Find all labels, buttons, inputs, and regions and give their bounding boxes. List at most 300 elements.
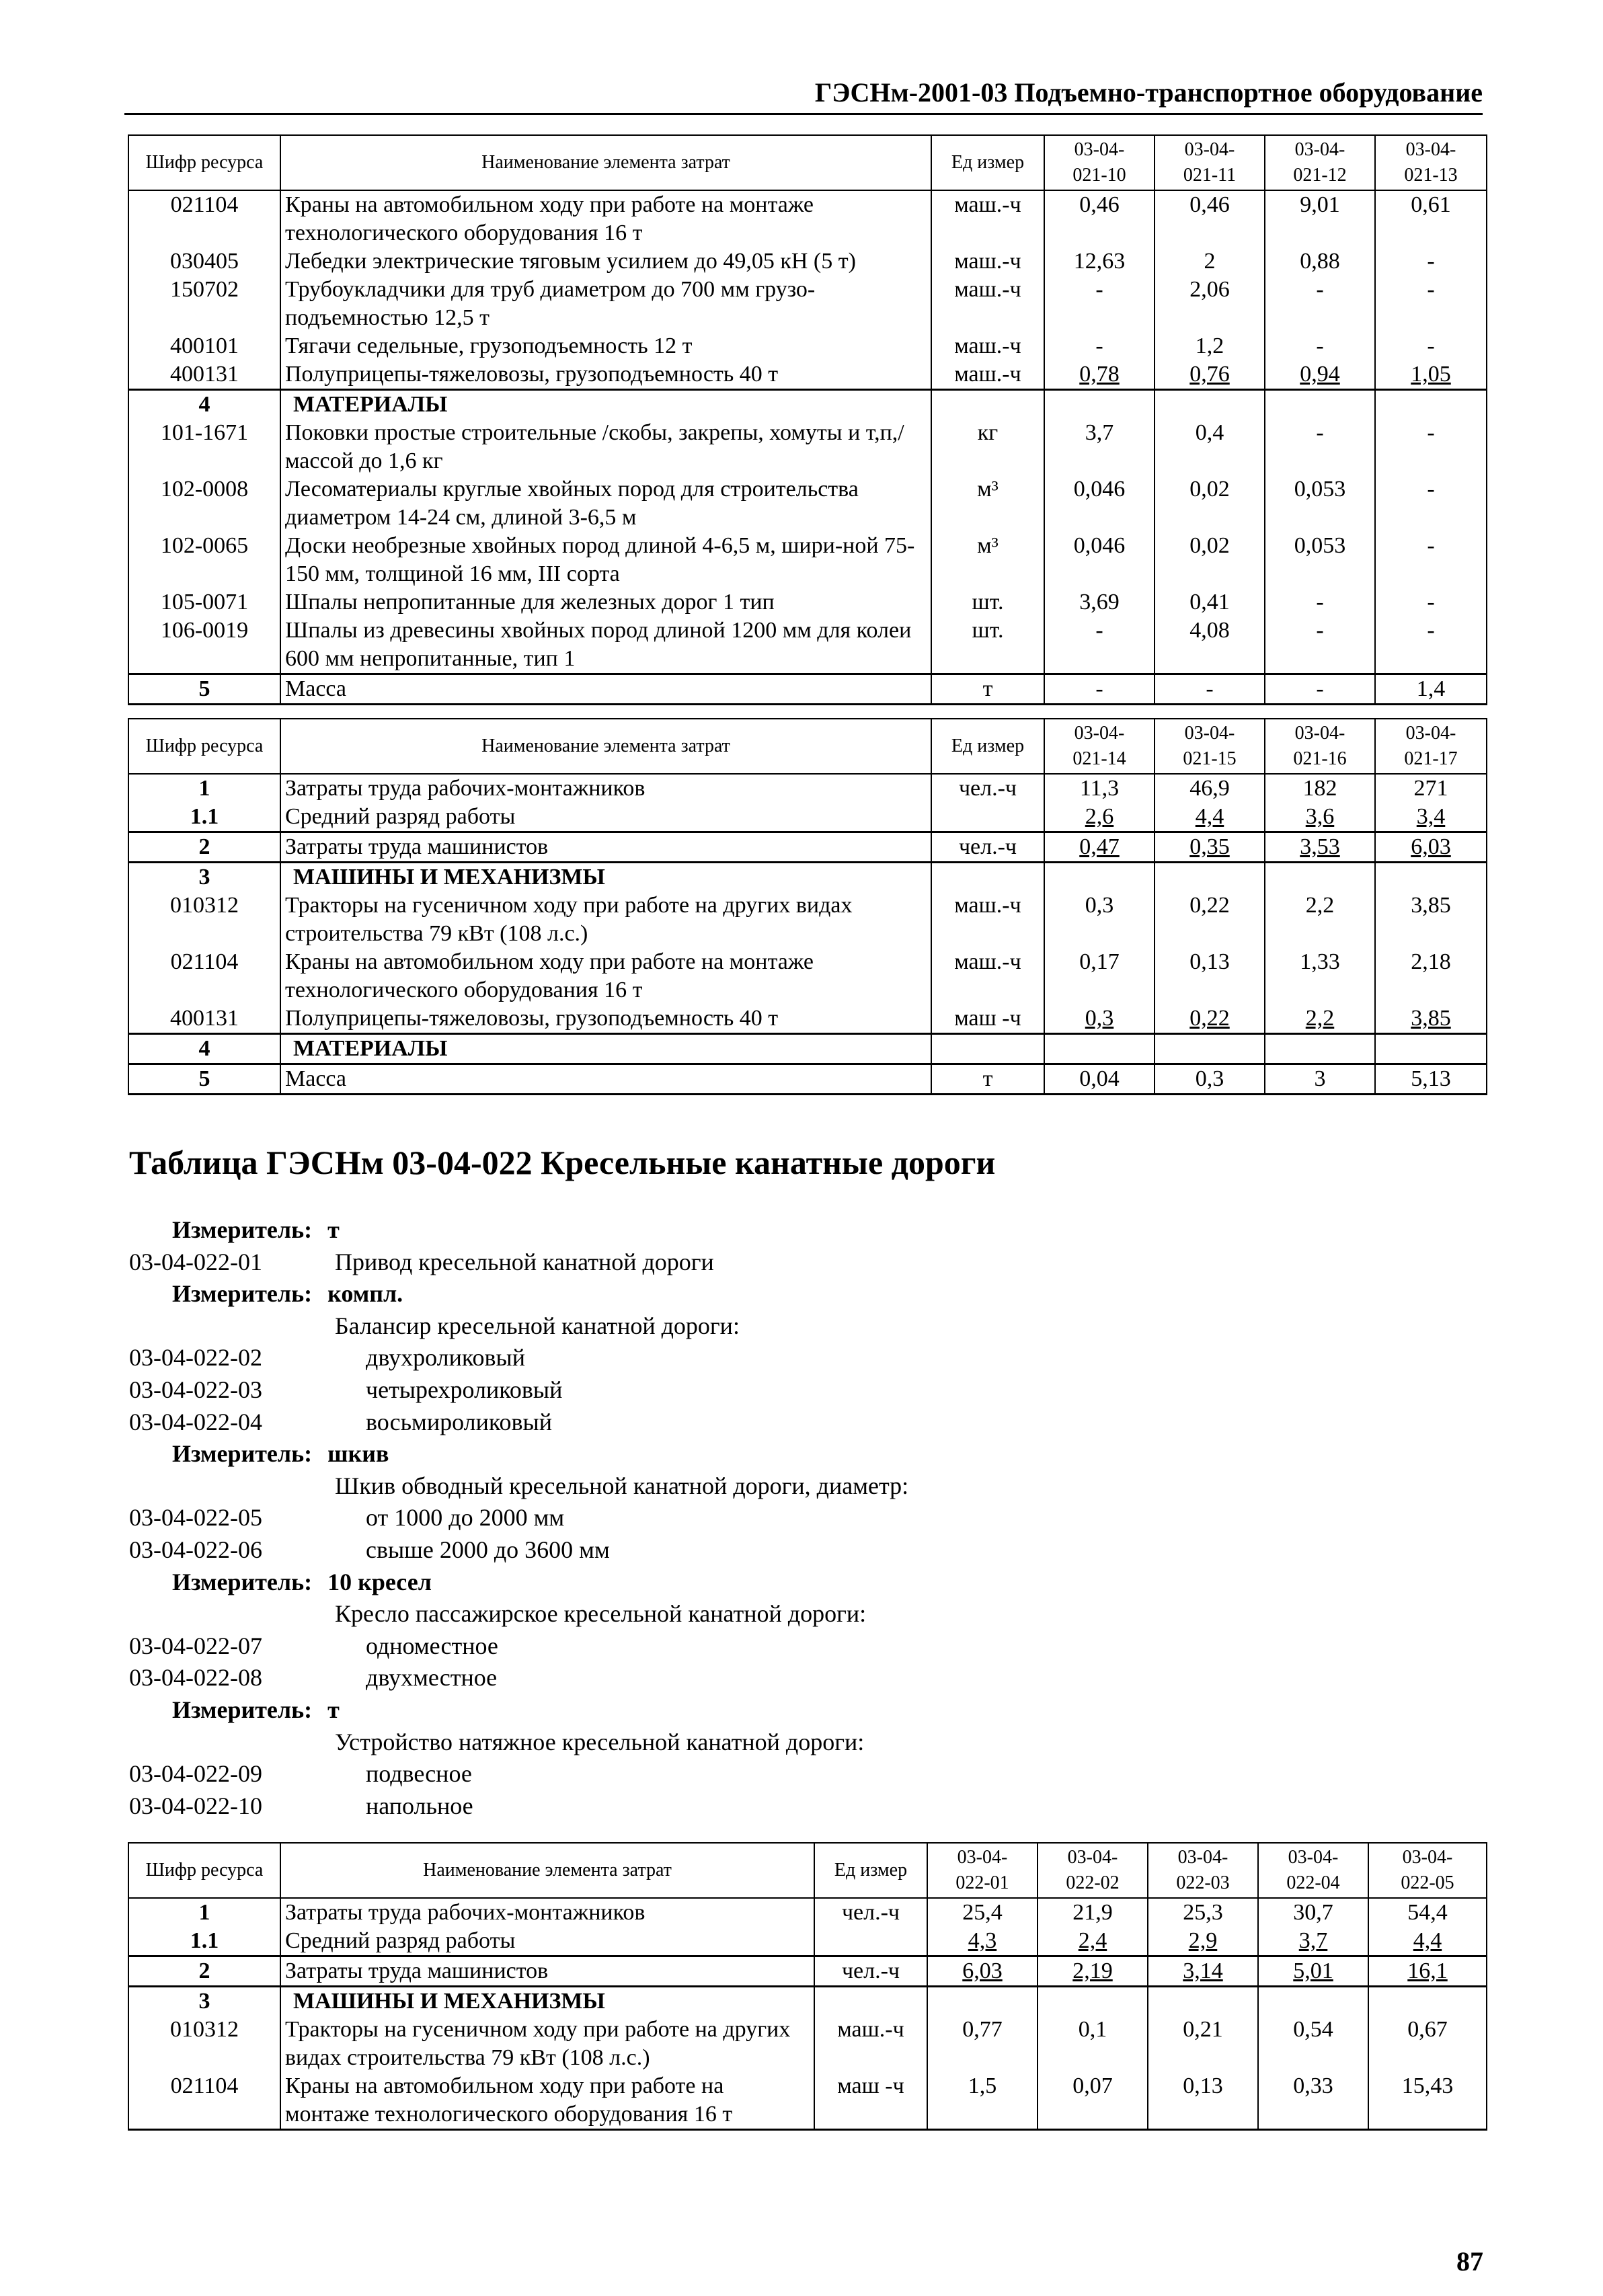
table-row: [128, 1898, 1487, 1927]
cost-element-name: Масса: [280, 674, 931, 705]
table-row: [128, 892, 1487, 948]
value-cell: 15,43: [1368, 2072, 1487, 2130]
unit: [931, 863, 1044, 892]
value-cell: -: [1265, 332, 1375, 360]
resource-code: 021104: [128, 2072, 280, 2130]
measure-value: т: [321, 1216, 340, 1243]
norm-code: 03-04-022-05: [129, 1504, 262, 1532]
value-cell: 0,1: [1038, 2016, 1148, 2072]
value-cell: 6,03: [1375, 832, 1487, 863]
norm-item: [129, 1246, 714, 1278]
value-cell: 0,78: [1044, 360, 1155, 390]
value-cell: 1,33: [1265, 948, 1375, 1004]
resource-code: 2: [128, 832, 280, 863]
value-cell: -: [1265, 588, 1375, 617]
value-cell: 0,13: [1155, 948, 1265, 1004]
value-cell: 11,3: [1044, 774, 1155, 803]
unit: [814, 1987, 927, 2016]
value-cell: 3,7: [1258, 1927, 1368, 1956]
unit: т: [931, 674, 1044, 705]
value-cell: [1265, 390, 1375, 420]
value-cell: 2,06: [1155, 276, 1265, 332]
resource-code: 5: [128, 674, 280, 705]
value-cell: [1148, 1987, 1258, 2016]
value-cell: 0,21: [1148, 2016, 1258, 2072]
table-row: [128, 1927, 1487, 1956]
value-cell: 2,19: [1038, 1956, 1148, 1987]
resource-code: 1.1: [128, 803, 280, 832]
value-cell: -: [1044, 332, 1155, 360]
value-cell: 2,9: [1148, 1927, 1258, 1956]
norm-text: подвесное: [366, 1760, 472, 1788]
value-cell: 5,13: [1375, 1064, 1487, 1095]
cost-element-name: Краны на автомобильном ходу при работе на монтаже технологического оборудования 16 т: [280, 2072, 814, 2130]
value-cell: 0,54: [1258, 2016, 1368, 2072]
norm-text: от 1000 до 2000 мм: [366, 1504, 565, 1532]
table-row: [128, 617, 1487, 674]
norm-code: 03-04-022-08: [129, 1664, 262, 1692]
resource-code: 3: [128, 863, 280, 892]
norm-item: [129, 1630, 498, 1662]
value-cell: [1155, 1034, 1265, 1064]
resource-code: 4: [128, 390, 280, 420]
measure-label: Измеритель:: [172, 1568, 313, 1595]
resource-code: 021104: [128, 190, 280, 247]
unit: маш -ч: [814, 2072, 927, 2130]
section-title: Таблица ГЭСНм 03-04-022 Кресельные канатные дороги: [129, 1144, 996, 1181]
measure-unit-line: [172, 1214, 340, 1246]
table-row: [128, 419, 1487, 475]
header-title: ГЭСНм-2001-03 Подъемно-транспортное оборудование: [814, 77, 1483, 108]
header-cell: Наименование элемента затрат: [280, 719, 931, 774]
norm-code: 03-04-022-04: [129, 1408, 262, 1435]
cost-element-name: МАШИНЫ И МЕХАНИЗМЫ: [280, 1987, 814, 2016]
cost-element-name: Затраты труда машинистов: [280, 832, 931, 863]
cost-element-name: Шпалы непропитанные для железных дорог 1 тип: [280, 588, 931, 617]
resource-code: 102-0008: [128, 475, 280, 532]
resource-code: 150702: [128, 276, 280, 332]
group-heading: Шкив обводный кресельной канатной дороги, диаметр:: [335, 1472, 909, 1499]
value-cell: 2,4: [1038, 1927, 1148, 1956]
norm-code: 03-04-022-10: [129, 1792, 262, 1819]
cost-element-name: МАШИНЫ И МЕХАНИЗМЫ: [280, 863, 931, 892]
value-cell: 0,22: [1155, 1004, 1265, 1034]
value-cell: 2,2: [1265, 892, 1375, 948]
value-cell: 0,76: [1155, 360, 1265, 390]
norm-text: свыше 2000 до 3600 мм: [366, 1536, 610, 1563]
table-row: [128, 475, 1487, 532]
value-cell: 30,7: [1258, 1898, 1368, 1927]
norm-item: [129, 1790, 473, 1822]
resource-code: 400131: [128, 360, 280, 390]
value-cell: [1265, 863, 1375, 892]
unit: маш.-ч: [931, 276, 1044, 332]
unit: [814, 1927, 927, 1956]
norm-code: 03-04-022-02: [129, 1344, 262, 1372]
table-row: [128, 276, 1487, 332]
table-row: [128, 247, 1487, 276]
value-cell: [1375, 863, 1487, 892]
table-row: [128, 774, 1487, 803]
value-cell: 0,46: [1044, 190, 1155, 247]
norm-text: напольное: [366, 1792, 473, 1819]
value-cell: -: [1155, 674, 1265, 705]
unit: чел.-ч: [814, 1898, 927, 1927]
cost-element-name: Краны на автомобильном ходу при работе на монтаже технологического оборудования 16 т: [280, 190, 931, 247]
value-cell: 3,53: [1265, 832, 1375, 863]
resource-code: 1: [128, 774, 280, 803]
value-cell: 3,14: [1148, 1956, 1258, 1987]
value-cell: 0,41: [1155, 588, 1265, 617]
header-cell: 03-04- 022-02: [1038, 1843, 1148, 1898]
value-cell: 4,4: [1368, 1927, 1487, 1956]
header-cell: 03-04- 022-04: [1258, 1843, 1368, 1898]
value-cell: [927, 1987, 1038, 2016]
value-cell: [1044, 390, 1155, 420]
cost-element-name: МАТЕРИАЛЫ: [280, 390, 931, 420]
table-row: [128, 1987, 1487, 2016]
value-cell: 4,3: [927, 1927, 1038, 1956]
value-cell: -: [1375, 617, 1487, 674]
header-cell: 03-04- 022-05: [1368, 1843, 1487, 1898]
value-cell: -: [1375, 588, 1487, 617]
resource-code: 030405: [128, 247, 280, 276]
value-cell: -: [1265, 276, 1375, 332]
measure-value: т: [321, 1696, 340, 1723]
value-cell: -: [1044, 276, 1155, 332]
norm-code: 03-04-022-03: [129, 1376, 262, 1403]
unit: маш -ч: [931, 1004, 1044, 1034]
measure-label: Измеритель:: [172, 1696, 313, 1723]
norm-item: [129, 1341, 525, 1374]
norm-text: Привод кресельной канатной дороги: [335, 1248, 714, 1275]
header-cell: 03-04- 021-15: [1155, 719, 1265, 774]
table-row: [128, 948, 1487, 1004]
value-cell: 1,5: [927, 2072, 1038, 2130]
value-cell: 0,046: [1044, 475, 1155, 532]
value-cell: 0,02: [1155, 532, 1265, 588]
norm-item: [129, 1406, 552, 1438]
table-row: [128, 1034, 1487, 1064]
cost-element-name: Затраты труда машинистов: [280, 1956, 814, 1987]
value-cell: 2,2: [1265, 1004, 1375, 1034]
measure-label: Измеритель:: [172, 1280, 313, 1308]
running-header: [124, 73, 1483, 115]
value-cell: 0,17: [1044, 948, 1155, 1004]
unit: маш.-ч: [931, 247, 1044, 276]
table-row: [128, 2016, 1487, 2072]
cost-element-name: Шпалы из древесины хвойных пород длиной 1200 мм для колеи 600 мм непропитанные, тип 1: [280, 617, 931, 674]
value-cell: 3,85: [1375, 892, 1487, 948]
value-cell: 0,94: [1265, 360, 1375, 390]
cost-table-021-10-13: [128, 134, 1487, 705]
header-cell: Наименование элемента затрат: [280, 135, 931, 190]
cost-element-name: Средний разряд работы: [280, 1927, 814, 1956]
unit: чел.-ч: [814, 1956, 927, 1987]
cost-element-name: Тракторы на гусеничном ходу при работе на других видах строительства 79 кВт (108 л.с.): [280, 2016, 814, 2072]
value-cell: 21,9: [1038, 1898, 1148, 1927]
resource-code: 1.1: [128, 1927, 280, 1956]
cost-element-name: Тягачи седельные, грузоподъемность 12 т: [280, 332, 931, 360]
header-cell: Ед измер: [931, 135, 1044, 190]
value-cell: [1155, 390, 1265, 420]
measure-value: 10 кресел: [321, 1568, 432, 1595]
value-cell: 0,13: [1148, 2072, 1258, 2130]
norm-text: двухместное: [366, 1664, 498, 1692]
header-cell: 03-04- 021-12: [1265, 135, 1375, 190]
unit: кг: [931, 419, 1044, 475]
measure-unit-line: [172, 1437, 389, 1470]
cost-element-name: Полуприцепы-тяжеловозы, грузоподъемность 40 т: [280, 1004, 931, 1034]
value-cell: -: [1375, 276, 1487, 332]
cost-table-021-14-17: [128, 718, 1487, 1095]
cost-element-name: Лебедки электрические тяговым усилием до 49,05 кН (5 т): [280, 247, 931, 276]
value-cell: 0,07: [1038, 2072, 1148, 2130]
table-row: [128, 390, 1487, 420]
value-cell: 3,4: [1375, 803, 1487, 832]
value-cell: 0,053: [1265, 475, 1375, 532]
resource-code: 105-0071: [128, 588, 280, 617]
value-cell: 6,03: [927, 1956, 1038, 1987]
cost-element-name: Трубоукладчики для труб диаметром до 700 мм грузо-подъемностью 12,5 т: [280, 276, 931, 332]
table-row: [128, 360, 1487, 390]
value-cell: 3: [1265, 1064, 1375, 1095]
table-row: [128, 1004, 1487, 1034]
measure-label: Измеритель:: [172, 1216, 313, 1243]
group-heading: Устройство натяжное кресельной канатной дороги:: [335, 1728, 865, 1755]
table-row: [128, 1064, 1487, 1095]
value-cell: [1044, 863, 1155, 892]
table-row: [128, 332, 1487, 360]
unit: чел.-ч: [931, 774, 1044, 803]
resource-code: 4: [128, 1034, 280, 1064]
value-cell: 0,046: [1044, 532, 1155, 588]
header-cell: Ед измер: [814, 1843, 927, 1898]
value-cell: 5,01: [1258, 1956, 1368, 1987]
value-cell: [1375, 1034, 1487, 1064]
value-cell: [1368, 1987, 1487, 2016]
measure-value: шкив: [321, 1440, 389, 1468]
value-cell: 54,4: [1368, 1898, 1487, 1927]
value-cell: 0,67: [1368, 2016, 1487, 2072]
resource-code: 2: [128, 1956, 280, 1987]
resource-code: 106-0019: [128, 617, 280, 674]
resource-code: 010312: [128, 2016, 280, 2072]
value-cell: 4,08: [1155, 617, 1265, 674]
value-cell: 1,05: [1375, 360, 1487, 390]
value-cell: -: [1265, 674, 1375, 705]
value-cell: [1258, 1987, 1368, 2016]
norm-item: [129, 1501, 564, 1534]
value-cell: -: [1265, 617, 1375, 674]
value-cell: 1,4: [1375, 674, 1487, 705]
measure-unit-line: [172, 1277, 403, 1310]
table-row: [128, 1956, 1487, 1987]
value-cell: 1,2: [1155, 332, 1265, 360]
value-cell: 2: [1155, 247, 1265, 276]
norm-item: [129, 1661, 497, 1694]
cost-element-name: Лесоматериалы круглые хвойных пород для строительства диаметром 14-24 см, длиной 3-6,5 м: [280, 475, 931, 532]
cost-element-name: МАТЕРИАЛЫ: [280, 1034, 931, 1064]
value-cell: 0,04: [1044, 1064, 1155, 1095]
unit: шт.: [931, 588, 1044, 617]
value-cell: 0,46: [1155, 190, 1265, 247]
measure-label: Измеритель:: [172, 1440, 313, 1468]
cost-element-name: Тракторы на гусеничном ходу при работе на других видах строительства 79 кВт (108 л.с.): [280, 892, 931, 948]
unit: шт.: [931, 617, 1044, 674]
value-cell: 0,33: [1258, 2072, 1368, 2130]
norm-text: двухроликовый: [366, 1344, 525, 1372]
unit: м³: [931, 475, 1044, 532]
norm-text: одноместное: [366, 1632, 498, 1659]
unit: маш.-ч: [814, 2016, 927, 2072]
table-row: [128, 190, 1487, 247]
cost-element-name: Полуприцепы-тяжеловозы, грузоподъемность 40 т: [280, 360, 931, 390]
cost-element-name: Доски необрезные хвойных пород длиной 4-6,5 м, шири-ной 75-150 мм, толщиной 16 мм, III сорта: [280, 532, 931, 588]
resource-code: 101-1671: [128, 419, 280, 475]
page-number: 87: [1456, 2246, 1483, 2277]
header-cell: Шифр ресурса: [128, 1843, 280, 1898]
value-cell: -: [1265, 419, 1375, 475]
value-cell: 3,7: [1044, 419, 1155, 475]
unit: [931, 803, 1044, 832]
header-cell: 03-04- 022-03: [1148, 1843, 1258, 1898]
value-cell: 0,77: [927, 2016, 1038, 2072]
table-row: [128, 532, 1487, 588]
unit: маш.-ч: [931, 948, 1044, 1004]
value-cell: 0,88: [1265, 247, 1375, 276]
value-cell: [1265, 1034, 1375, 1064]
measure-unit-line: [172, 1694, 340, 1726]
value-cell: [1375, 390, 1487, 420]
value-cell: [1044, 1034, 1155, 1064]
value-cell: 182: [1265, 774, 1375, 803]
header-cell: 03-04- 021-16: [1265, 719, 1375, 774]
value-cell: 0,22: [1155, 892, 1265, 948]
value-cell: 0,3: [1044, 1004, 1155, 1034]
value-cell: 25,3: [1148, 1898, 1258, 1927]
unit: [931, 390, 1044, 420]
table-row: [128, 674, 1487, 705]
resource-code: 5: [128, 1064, 280, 1095]
unit: м³: [931, 532, 1044, 588]
cost-element-name: Масса: [280, 1064, 931, 1095]
table-row: [128, 588, 1487, 617]
value-cell: 0,4: [1155, 419, 1265, 475]
norm-code: 03-04-022-06: [129, 1536, 262, 1563]
unit: маш.-ч: [931, 360, 1044, 390]
value-cell: 2,6: [1044, 803, 1155, 832]
value-cell: 0,47: [1044, 832, 1155, 863]
value-cell: [1155, 863, 1265, 892]
resource-code: 400101: [128, 332, 280, 360]
group-heading: Балансир кресельной канатной дороги:: [335, 1312, 740, 1339]
value-cell: 9,01: [1265, 190, 1375, 247]
norm-item: [129, 1534, 610, 1566]
resource-code: 400131: [128, 1004, 280, 1034]
norm-text: четырехроликовый: [366, 1376, 563, 1403]
value-cell: 0,3: [1155, 1064, 1265, 1095]
unit: маш.-ч: [931, 892, 1044, 948]
cost-table-022-01-05: [128, 1842, 1487, 2131]
unit: т: [931, 1064, 1044, 1095]
measure-unit-line: [172, 1566, 432, 1598]
value-cell: 0,3: [1044, 892, 1155, 948]
value-cell: 3,6: [1265, 803, 1375, 832]
header-cell: 03-04- 021-17: [1375, 719, 1487, 774]
value-cell: -: [1375, 475, 1487, 532]
value-cell: -: [1044, 674, 1155, 705]
value-cell: -: [1375, 332, 1487, 360]
value-cell: -: [1375, 532, 1487, 588]
value-cell: 0,61: [1375, 190, 1487, 247]
header-cell: 03-04- 022-01: [927, 1843, 1038, 1898]
norm-code: 03-04-022-09: [129, 1760, 262, 1788]
value-cell: 16,1: [1368, 1956, 1487, 1987]
header-cell: 03-04- 021-10: [1044, 135, 1155, 190]
value-cell: 25,4: [927, 1898, 1038, 1927]
header-cell: Шифр ресурса: [128, 719, 280, 774]
resource-code: 3: [128, 1987, 280, 2016]
unit: маш.-ч: [931, 190, 1044, 247]
unit: чел.-ч: [931, 832, 1044, 863]
value-cell: -: [1375, 247, 1487, 276]
value-cell: -: [1044, 617, 1155, 674]
table-row: [128, 832, 1487, 863]
cost-element-name: Поковки простые строительные /скобы, закрепы, хомуты и т,п,/ массой до 1,6 кг: [280, 419, 931, 475]
cost-element-name: Средний разряд работы: [280, 803, 931, 832]
resource-code: 102-0065: [128, 532, 280, 588]
norm-item: [129, 1757, 472, 1790]
value-cell: 0,053: [1265, 532, 1375, 588]
value-cell: 2,18: [1375, 948, 1487, 1004]
group-heading: Кресло пассажирское кресельной канатной дороги:: [335, 1600, 867, 1628]
value-cell: 0,02: [1155, 475, 1265, 532]
norm-code: 03-04-022-01: [129, 1248, 262, 1275]
value-cell: [1038, 1987, 1148, 2016]
cost-element-name: Затраты труда рабочих-монтажников: [280, 1898, 814, 1927]
header-cell: 03-04- 021-14: [1044, 719, 1155, 774]
resource-code: 010312: [128, 892, 280, 948]
norm-item: [129, 1374, 562, 1406]
header-cell: Ед измер: [931, 719, 1044, 774]
value-cell: 271: [1375, 774, 1487, 803]
table-row: [128, 2072, 1487, 2130]
value-cell: 0,35: [1155, 832, 1265, 863]
table-row: [128, 803, 1487, 832]
cost-element-name: Затраты труда рабочих-монтажников: [280, 774, 931, 803]
value-cell: 12,63: [1044, 247, 1155, 276]
header-cell: 03-04- 021-11: [1155, 135, 1265, 190]
resource-code: 1: [128, 1898, 280, 1927]
unit: маш.-ч: [931, 332, 1044, 360]
measure-value: компл.: [321, 1280, 403, 1308]
header-cell: Наименование элемента затрат: [280, 1843, 814, 1898]
norm-code: 03-04-022-07: [129, 1632, 262, 1659]
header-cell: Шифр ресурса: [128, 135, 280, 190]
value-cell: 3,85: [1375, 1004, 1487, 1034]
table-row: [128, 863, 1487, 892]
value-cell: 4,4: [1155, 803, 1265, 832]
value-cell: 46,9: [1155, 774, 1265, 803]
value-cell: 3,69: [1044, 588, 1155, 617]
norm-text: восьмироликовый: [366, 1408, 552, 1435]
resource-code: 021104: [128, 948, 280, 1004]
value-cell: -: [1375, 419, 1487, 475]
header-cell: 03-04- 021-13: [1375, 135, 1487, 190]
unit: [931, 1034, 1044, 1064]
cost-element-name: Краны на автомобильном ходу при работе на монтаже технологического оборудования 16 т: [280, 948, 931, 1004]
